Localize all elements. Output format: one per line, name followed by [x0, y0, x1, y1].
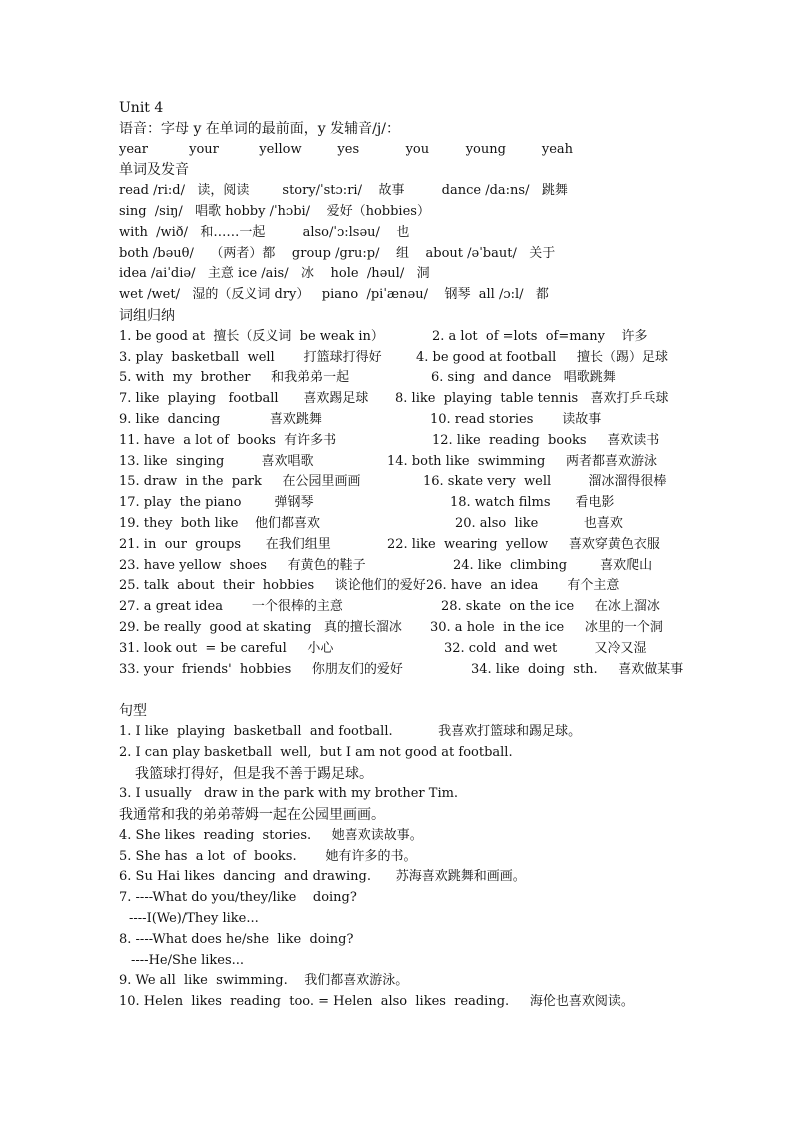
- phrase-item: 9. like dancing 喜欢跳舞: [119, 411, 322, 427]
- sentences-heading: 句型: [119, 703, 147, 720]
- phrase-item: 26. have an idea 有个主意: [426, 578, 620, 594]
- phrase-row: [119, 535, 699, 556]
- phrase-item: 18. watch films 看电影: [450, 495, 615, 511]
- phrase-row: [119, 410, 699, 431]
- vocab-heading: 单词及发音: [119, 162, 189, 179]
- phrase-item: 33. your friends' hobbies 你朋友们的爱好: [119, 661, 403, 677]
- phonics-word: year: [119, 141, 149, 157]
- phrase-row: [119, 389, 699, 410]
- phrase-row: [119, 514, 699, 535]
- sentence-translation: 我通常和我的弟弟蒂姆一起在公园里画画。: [119, 807, 385, 824]
- vocab-line: sing /siŋ/ 唱歌 hobby /ˈhɔbi/ 爱好（hobbies）: [119, 203, 430, 219]
- phrase-item: 19. they both like 他们都喜欢: [119, 515, 320, 531]
- phrase-item: 23. have yellow shoes 有黄色的鞋子: [119, 557, 366, 573]
- phrase-row: [119, 472, 699, 493]
- phrase-item: 7. like playing football 喜欢踢足球: [119, 391, 369, 407]
- phrase-item: 4. be good at football 擅长（踢）足球: [416, 349, 668, 365]
- phrase-item: 16. skate very well 溜冰溜得很棒: [423, 474, 667, 490]
- phrase-row: [119, 639, 699, 660]
- phrase-item: 27. a great idea 一个很棒的主意: [119, 599, 343, 615]
- sentence-answer: ----I(We)/They like...: [129, 911, 259, 927]
- vocab-line: both /bəuθ/ （两者）都 group /gru:p/ 组 about /əˈbaut/ 关于: [119, 245, 556, 261]
- phrase-item: 20. also like 也喜欢: [455, 515, 623, 531]
- phrase-item: 11. have a lot of books 有许多书: [119, 432, 337, 448]
- phonics-word-row: [119, 140, 699, 161]
- phrase-item: 12. like reading books 喜欢读书: [432, 432, 660, 448]
- phrase-row: [119, 660, 699, 681]
- vocab-line: with /wið/ 和……一起 also/ˈɔ:lsəu/ 也: [119, 224, 410, 240]
- sentence-line: 4. She likes reading stories. 她喜欢读故事。: [119, 827, 423, 843]
- sentence-line: 1. I like playing basketball and football. 我喜欢打篮球和踢足球。: [119, 723, 582, 739]
- phrase-row: [119, 452, 699, 473]
- phrase-item: 3. play basketball well 打篮球打得好: [119, 349, 382, 365]
- phrase-row: [119, 368, 699, 389]
- phonics-heading: 语音：字母 y 在单词的最前面，y 发辅音/j/：: [119, 120, 400, 137]
- phrase-item: 13. like singing 喜欢唱歌: [119, 453, 314, 469]
- phrase-item: 34. like doing sth. 喜欢做某事: [471, 661, 684, 677]
- phrase-row: [119, 576, 699, 597]
- phrase-item: 29. be really good at skating 真的擅长溜冰: [119, 619, 402, 635]
- phrase-item: 14. both like swimming 两者都喜欢游泳: [387, 453, 657, 469]
- phrase-item: 17. play the piano 弹钢琴: [119, 495, 314, 511]
- sentence-line: 2. I can play basketball well, but I am not good at football.: [119, 744, 513, 760]
- vocab-line: idea /aiˈdiə/ 主意 ice /ais/ 冰 hole /həul/ 洞: [119, 266, 430, 282]
- phrase-item: 1. be good at 擅长（反义词 be weak in）: [119, 328, 384, 344]
- phrase-item: 31. look out = be careful 小心: [119, 640, 334, 656]
- phonics-word: yeah: [541, 141, 574, 157]
- phrase-item: 5. with my brother 和我弟弟一起: [119, 370, 350, 386]
- sentence-line: 6. Su Hai likes dancing and drawing. 苏海喜欢跳舞和画画。: [119, 869, 526, 885]
- phrase-item: 21. in our groups 在我们组里: [119, 536, 331, 552]
- phrase-item: 30. a hole in the ice 冰里的一个洞: [430, 619, 663, 635]
- phrase-row: [119, 597, 699, 618]
- phrase-item: 10. read stories 读故事: [430, 411, 602, 427]
- document-content: [119, 98, 699, 1013]
- sentence-translation: 我篮球打得好，但是我不善于踢足球。: [135, 765, 373, 782]
- phrase-row: [119, 327, 699, 348]
- phonics-word: young: [465, 141, 506, 157]
- sentence-line: 3. I usually draw in the park with my brother Tim.: [119, 786, 459, 802]
- phrase-item: 8. like playing table tennis 喜欢打乒乓球: [395, 391, 669, 407]
- sentence-line: 8. ----What does he/she like doing?: [119, 931, 354, 947]
- section-gap: [119, 680, 699, 701]
- phrase-item: 22. like wearing yellow 喜欢穿黄色衣服: [387, 536, 660, 552]
- phrase-item: 6. sing and dance 唱歌跳舞: [431, 370, 616, 386]
- sentence-line: 10. Helen likes reading too. = Helen also likes reading. 海伦也喜欢阅读。: [119, 994, 634, 1010]
- phrase-item: 32. cold and wet 又冷又湿: [444, 640, 647, 656]
- phrase-item: 15. draw in the park 在公园里画画: [119, 474, 361, 490]
- sentence-line: 5. She has a lot of books. 她有许多的书。: [119, 848, 417, 864]
- unit-title: Unit 4: [119, 100, 164, 116]
- phonics-word: yellow: [259, 141, 302, 157]
- phrase-row: [119, 348, 699, 369]
- phrase-item: 28. skate on the ice 在冰上溜冰: [441, 599, 660, 615]
- sentence-line: 7. ----What do you/they/like doing?: [119, 890, 357, 906]
- phrase-item: 25. talk about their hobbies 谈论他们的爱好: [119, 578, 426, 594]
- vocab-line: wet /wet/ 湿的（反义词 dry） piano /piˈænəu/ 钢琴 all /ɔ:l/ 都: [119, 287, 549, 303]
- sentence-answer: ----He/She likes...: [131, 952, 245, 968]
- phonics-word: yes: [337, 141, 360, 157]
- phrase-row: [119, 618, 699, 639]
- phrase-item: 2. a lot of =lots of=many 许多: [432, 328, 648, 344]
- sentence-line: 9. We all like swimming. 我们都喜欢游泳。: [119, 973, 409, 989]
- phrase-row: [119, 431, 699, 452]
- phonics-word: your: [189, 141, 219, 157]
- phrase-row: [119, 493, 699, 514]
- vocab-line: read /ri:d/ 读，阅读 story/ˈstɔ:ri/ 故事 dance /da:ns/ 跳舞: [119, 183, 568, 199]
- phrase-item: 24. like climbing 喜欢爬山: [453, 557, 653, 573]
- phrase-row: [119, 556, 699, 577]
- phonics-word: you: [405, 141, 430, 157]
- phrases-heading: 词组归纳: [119, 307, 175, 324]
